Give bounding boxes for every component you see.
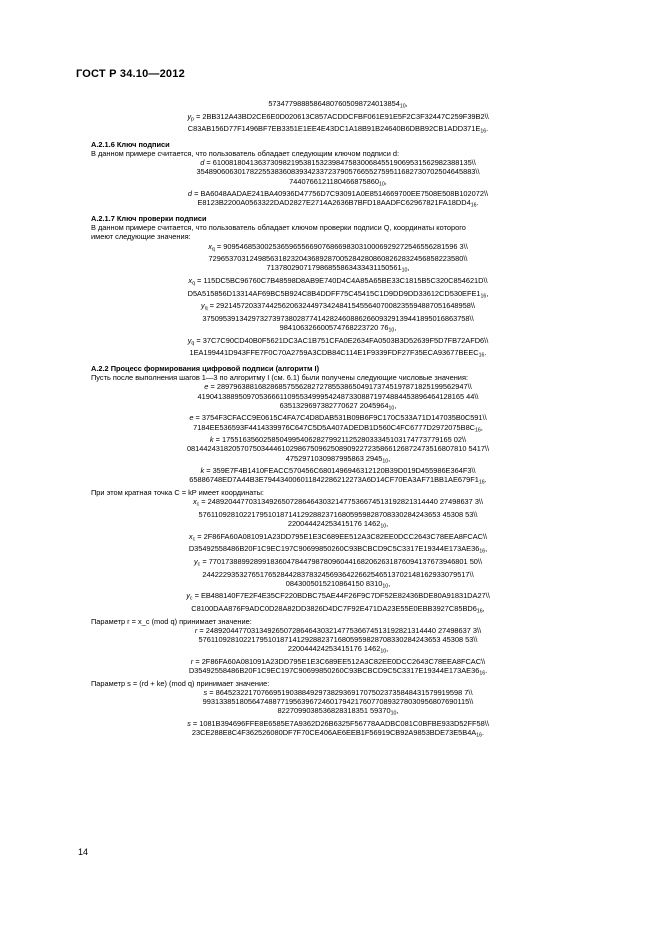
- paragraph: В данном примере считается, что пользователь обладает следующим ключом подписи d:: [91, 149, 400, 159]
- formula-line: [78, 177, 598, 190]
- punctuation: ,: [386, 518, 389, 528]
- formula-line: [78, 475, 598, 488]
- punctuation: .: [476, 198, 479, 208]
- formula-line: [78, 189, 598, 198]
- formula-text: 7184EE536593F4414339976C647C5D5A407ADEDB1D560C4FC6777D2972075B8C: [193, 422, 476, 432]
- paragraph: имеют следующие значения:: [91, 232, 191, 242]
- formula-line: [78, 413, 598, 422]
- formula-line: [78, 570, 598, 579]
- radix-subscript: 16: [479, 548, 486, 555]
- formula-line: [78, 591, 598, 604]
- formula-line: [78, 263, 598, 276]
- formula-line: [78, 348, 598, 361]
- variable-subscript: c: [192, 536, 196, 543]
- punctuation: ,: [485, 544, 488, 554]
- formula-block: [78, 99, 598, 137]
- formula-text: = 2897963881682868575562827278553865049173745197871825199562947\\: [208, 382, 472, 392]
- variable-name: s: [187, 718, 191, 728]
- paragraph: Параметр r = x_c (mod q) принимает значение:: [91, 616, 252, 626]
- variable-name: r: [194, 625, 198, 635]
- radix-subscript: 16: [479, 670, 486, 677]
- formula-line: [78, 557, 598, 570]
- formula-text: 24422293532765176528442837832456936422662546513702148162933079517\\: [202, 569, 474, 579]
- formula-text: = BA6048AADAE241BA40936D47756D7C93091A0E8514669700EE7508E508B102072\\: [192, 189, 489, 199]
- formula-text: 220044424253415176 1462: [287, 644, 381, 654]
- variable-subscript: q: [204, 305, 208, 312]
- formula-text: E8123B2200A0563322DAD2827E2714A2636B7BFD18AADFC62967821FA18DD4: [197, 198, 471, 208]
- variable-name: x: [208, 241, 212, 251]
- punctuation: ,: [384, 176, 387, 186]
- variable-name: k: [200, 466, 205, 476]
- radix-subscript: 16: [470, 202, 477, 209]
- formula-text: = 37C7C90CD40B0F5621DC3AC1B751CFA0E2634FA0503B3D52639F5D7FB72AFD6\\: [194, 335, 489, 345]
- formula-line: [78, 112, 598, 125]
- formula-text: = 17551635602585049954062827992112528033345103174773779165 02\\: [213, 435, 467, 445]
- formula-text: 1EA199441D943FFE7F0C70A2759A3CDB84C114E1F9339FDF27F35ECA93677BEEC: [189, 348, 479, 358]
- variable-name: y: [187, 335, 192, 345]
- variable-name: y: [187, 111, 192, 121]
- formula-text: = 2BB312A43BD2CE6E0D020613C857ACDDCFBF061E91E5F2C3F32447C259F39B2\\: [193, 111, 489, 121]
- variable-name: d: [200, 158, 205, 168]
- radix-subscript: 16: [476, 732, 483, 739]
- formula-text: = 864523221707669519038849297382936917075023735848431579919598 7\\: [207, 687, 473, 697]
- formula-text: 08144243182057075034446102986750962508909227235866126872473516807810 5417\\: [186, 444, 490, 454]
- formula-line: [78, 444, 598, 453]
- formula-text: = 2F86FA60A081091A23DD795E1E3C689EE512A3C82EE0DCC2643C78EEA8FCAC\\: [195, 531, 488, 541]
- formula-line: [78, 301, 598, 314]
- formula-text: C83AB156D77F1496BF7EB3351E1EE4E43DC1A18B91B24640B6DBB92CB1ADD371E: [187, 124, 481, 134]
- formula-text: = 770173889928991836047844798780960441682062631876094137673946801 50\\: [200, 556, 483, 566]
- formula-line: [78, 423, 598, 436]
- radix-subscript: 16: [480, 293, 487, 300]
- variable-name: s: [203, 687, 208, 697]
- formula-line: [78, 454, 598, 467]
- document-body: [78, 99, 598, 741]
- punctuation: .: [482, 727, 485, 737]
- radix-subscript: 10: [388, 327, 395, 334]
- formula-line: [78, 635, 598, 644]
- punctuation: ,: [394, 323, 397, 333]
- formula-text: D35492558486B20F1C9EC197C90699850260C93BCBCD9C5C3317E19344E173AE36: [188, 665, 480, 675]
- formula-line: [78, 198, 598, 211]
- formula-block: [78, 688, 598, 741]
- formula-text: 713780290717986855863433431150561: [266, 263, 402, 273]
- formula-text: = 3754F3CFACC9E0615C4FA7C4D8DAB531B09B6F9C170C533A71D147035B0C591\\: [193, 413, 487, 423]
- formula-text: 41904138895097053666110955349995424873308871974884453896464128165 44\\: [197, 391, 479, 401]
- formula-line: [78, 242, 598, 255]
- radix-subscript: 10: [401, 267, 408, 274]
- formula-line: [78, 276, 598, 289]
- punctuation: ,: [388, 453, 391, 463]
- radix-subscript: 16: [475, 427, 481, 434]
- formula-text: D35492558486B20F1C9EC197C90699850260C93BCBCD9C5C3317E19344E173AE36: [188, 544, 480, 554]
- formula-block: [78, 626, 598, 679]
- formula-line: [78, 158, 598, 167]
- variable-subscript: q: [192, 280, 195, 287]
- paragraph: При этом кратная точка C = kP имеет координаты:: [91, 487, 264, 497]
- variable-name: y: [186, 591, 190, 601]
- document-header: ГОСТ Р 34.10—2012: [76, 68, 185, 80]
- variable-name: y: [193, 556, 198, 566]
- variable-name: x: [188, 531, 193, 541]
- variable-name: y: [201, 301, 205, 311]
- punctuation: ,: [480, 422, 483, 432]
- formula-text: 99313385180564748877195639672460179421760770893278030956807690115\\: [202, 696, 474, 706]
- paragraph: Пусть после выполнения шагов 1—3 по алгоритму I (см. 6.1) были получены следующие числовые значения:: [91, 373, 468, 383]
- formula-line: [78, 644, 598, 657]
- radix-subscript: 10: [388, 405, 395, 412]
- formula-line: [78, 401, 598, 414]
- formula-line: [78, 392, 598, 401]
- formula-line: [78, 382, 598, 391]
- variable-subscript: q: [211, 246, 215, 253]
- section-heading: А.2.2 Процесс формирования цифровой подписи (алгоритм I): [91, 364, 320, 374]
- formula-line: [78, 657, 598, 666]
- variable-subscript: c: [197, 561, 201, 568]
- formula-line: [78, 466, 598, 475]
- formula-text: 65886748ED7A44B3E794434006011842286212273A6D14CF70EA3AF71BB1AE679F1: [189, 475, 479, 485]
- variable-name: e: [189, 413, 194, 423]
- formula-line: [78, 688, 598, 697]
- formula-line: [78, 604, 598, 617]
- paragraph: В данном примере считается, что пользователь обладает ключом проверки подписи Q, координаты которого: [91, 223, 466, 233]
- formula-line: [78, 289, 598, 302]
- formula-line: [78, 435, 598, 444]
- radix-subscript: 10: [380, 523, 387, 530]
- formula-line: [78, 626, 598, 635]
- formula-text: 57611092810221795101871412928823716805959828708330284243653 45308 53\\: [198, 509, 478, 519]
- formula-text: = EB488140F7E2F4E35CF220BDBC75AE44F26F9C7DF52E82436BDE80A91831DA27\\: [192, 591, 490, 601]
- punctuation: ,: [407, 263, 410, 273]
- formula-line: [78, 519, 598, 532]
- radix-subscript: 16: [478, 352, 485, 359]
- variable-subscript: p: [191, 116, 194, 123]
- variable-name: x: [192, 497, 197, 507]
- formula-text: = 610081804136373098219538153239847583006845519069531562982388135\\: [204, 158, 476, 168]
- formula-text: 0843005015210864150 8310: [285, 578, 383, 588]
- formula-line: [78, 99, 598, 112]
- formula-line: [78, 314, 598, 323]
- formula-block: [78, 382, 598, 488]
- variable-name: x: [188, 276, 193, 285]
- formula-text: 8227099038536828318351 59370: [277, 706, 391, 716]
- formula-line: [78, 532, 598, 545]
- variable-name: d: [187, 189, 193, 199]
- formula-text: 23CE288E8C4F362526080DF7F70CE406AE6EEB1F56919CB92A9853BDE73E5B4A: [191, 727, 477, 737]
- formula-block: [78, 242, 598, 362]
- variable-name: k: [209, 435, 214, 445]
- formula-text: = 24892044770313492650728646430321477536674513192821314440 27498637 3\\: [199, 497, 484, 507]
- punctuation: .: [484, 475, 487, 485]
- formula-line: [78, 579, 598, 592]
- radix-subscript: 10: [382, 583, 389, 590]
- formula-text: = 1081B394696FFE8E6585E7A9362D26B6325F56778AADBC081C0BFBE933D52FF58\\: [190, 718, 489, 728]
- formula-line: [78, 510, 598, 519]
- formula-text: 57347798885864807605098724013854: [268, 99, 400, 108]
- formula-text: = 29214572033744256206324497342484154556407008235594887051648958\\: [207, 301, 475, 311]
- formula-block: [78, 158, 598, 211]
- radix-subscript: 10: [380, 648, 387, 655]
- punctuation: .: [486, 124, 489, 134]
- formula-text: = 115DC5BC96760C7B48598D8AB9E740D4C4A85A65BE33C1815B5C320C854621D\\: [194, 276, 488, 285]
- formula-text: = 2F86FA60A081091A23DD795E1E3C689EE512A3C82EE0DCC2643C78EEA8FCAC\\: [193, 656, 486, 666]
- formula-line: [78, 254, 598, 263]
- formula-line: [78, 336, 598, 349]
- formula-text: D5A515856D13314AF69BC5B924C8B4DDFF75C45415C1D9DD9DD33612CD530EFE1: [187, 288, 481, 298]
- formula-text: 37509539134297327397380287741428246088626609329139441895016863758\\: [202, 313, 474, 323]
- formula-text: = 909546853002536596556690768669830310006929272546556281596 3\\: [214, 241, 468, 251]
- formula-text: 72965370312498563182320436892870052842808608262832456858223580\\: [208, 254, 468, 264]
- punctuation: ,: [388, 578, 391, 588]
- formula-text: 35489060630178225538360839342337237905766552759511682730702504645883\\: [196, 167, 480, 177]
- radix-subscript: 16: [478, 479, 485, 486]
- formula-text: 220044424253415176 1462: [287, 518, 381, 528]
- formula-text: = 359E7F4B1410FEACC570456C6801496946312120B39D019D455986E364F3\\: [204, 466, 476, 476]
- variable-subscript: q: [191, 340, 195, 347]
- punctuation: ,: [396, 706, 399, 716]
- punctuation: .: [484, 348, 487, 358]
- paragraph: Параметр s = (rd + ke) (mod q) принимает значение:: [91, 678, 270, 688]
- radix-subscript: 10: [379, 181, 385, 188]
- variable-name: e: [204, 382, 209, 392]
- formula-text: 57611092810221795101871412928823716805959828708330284243653 45308 53\\: [198, 635, 478, 644]
- formula-text: 7440766121180466875860: [289, 176, 380, 186]
- formula-line: [78, 719, 598, 728]
- punctuation: ,: [394, 400, 397, 410]
- formula-line: [78, 323, 598, 336]
- formula-text: 6351329697382770627 2045964: [279, 400, 389, 410]
- formula-line: [78, 706, 598, 719]
- formula-text: 4752971030987995863 2945: [285, 453, 383, 463]
- formula-line: [78, 167, 598, 176]
- formula-text: C8100DAA876F9ADC0D28A82DD3826D4DC7F92E471DA23E55E0EBB3927C85BD6: [191, 604, 477, 614]
- formula-text: 984106326600574768223720 76: [279, 323, 389, 333]
- formula-line: [78, 666, 598, 679]
- formula-line: [78, 697, 598, 706]
- punctuation: ,: [405, 99, 408, 108]
- formula-line: [78, 544, 598, 557]
- formula-line: [78, 124, 598, 137]
- page-number: 14: [78, 847, 89, 857]
- section-heading: А.2.1.7 Ключ проверки подписи: [91, 214, 207, 224]
- variable-subscript: c: [196, 501, 200, 508]
- punctuation: .: [485, 665, 488, 675]
- formula-line: [78, 728, 598, 741]
- radix-subscript: 10: [390, 710, 397, 717]
- variable-name: r: [190, 656, 194, 666]
- radix-subscript: 10: [382, 458, 389, 464]
- punctuation: ,: [386, 644, 389, 654]
- formula-line: [78, 497, 598, 510]
- punctuation: ,: [482, 604, 485, 614]
- section-heading: А.2.1.6 Ключ подписи: [91, 139, 170, 149]
- variable-subscript: c: [189, 595, 193, 602]
- punctuation: ,: [486, 288, 489, 298]
- radix-subscript: 16: [480, 128, 487, 135]
- radix-subscript: 10: [399, 103, 406, 110]
- formula-block: [78, 497, 598, 617]
- radix-subscript: 16: [476, 608, 483, 615]
- formula-text: = 24892044770313492650728646430321477536674513192821314440 27498637 3\\: [197, 625, 482, 635]
